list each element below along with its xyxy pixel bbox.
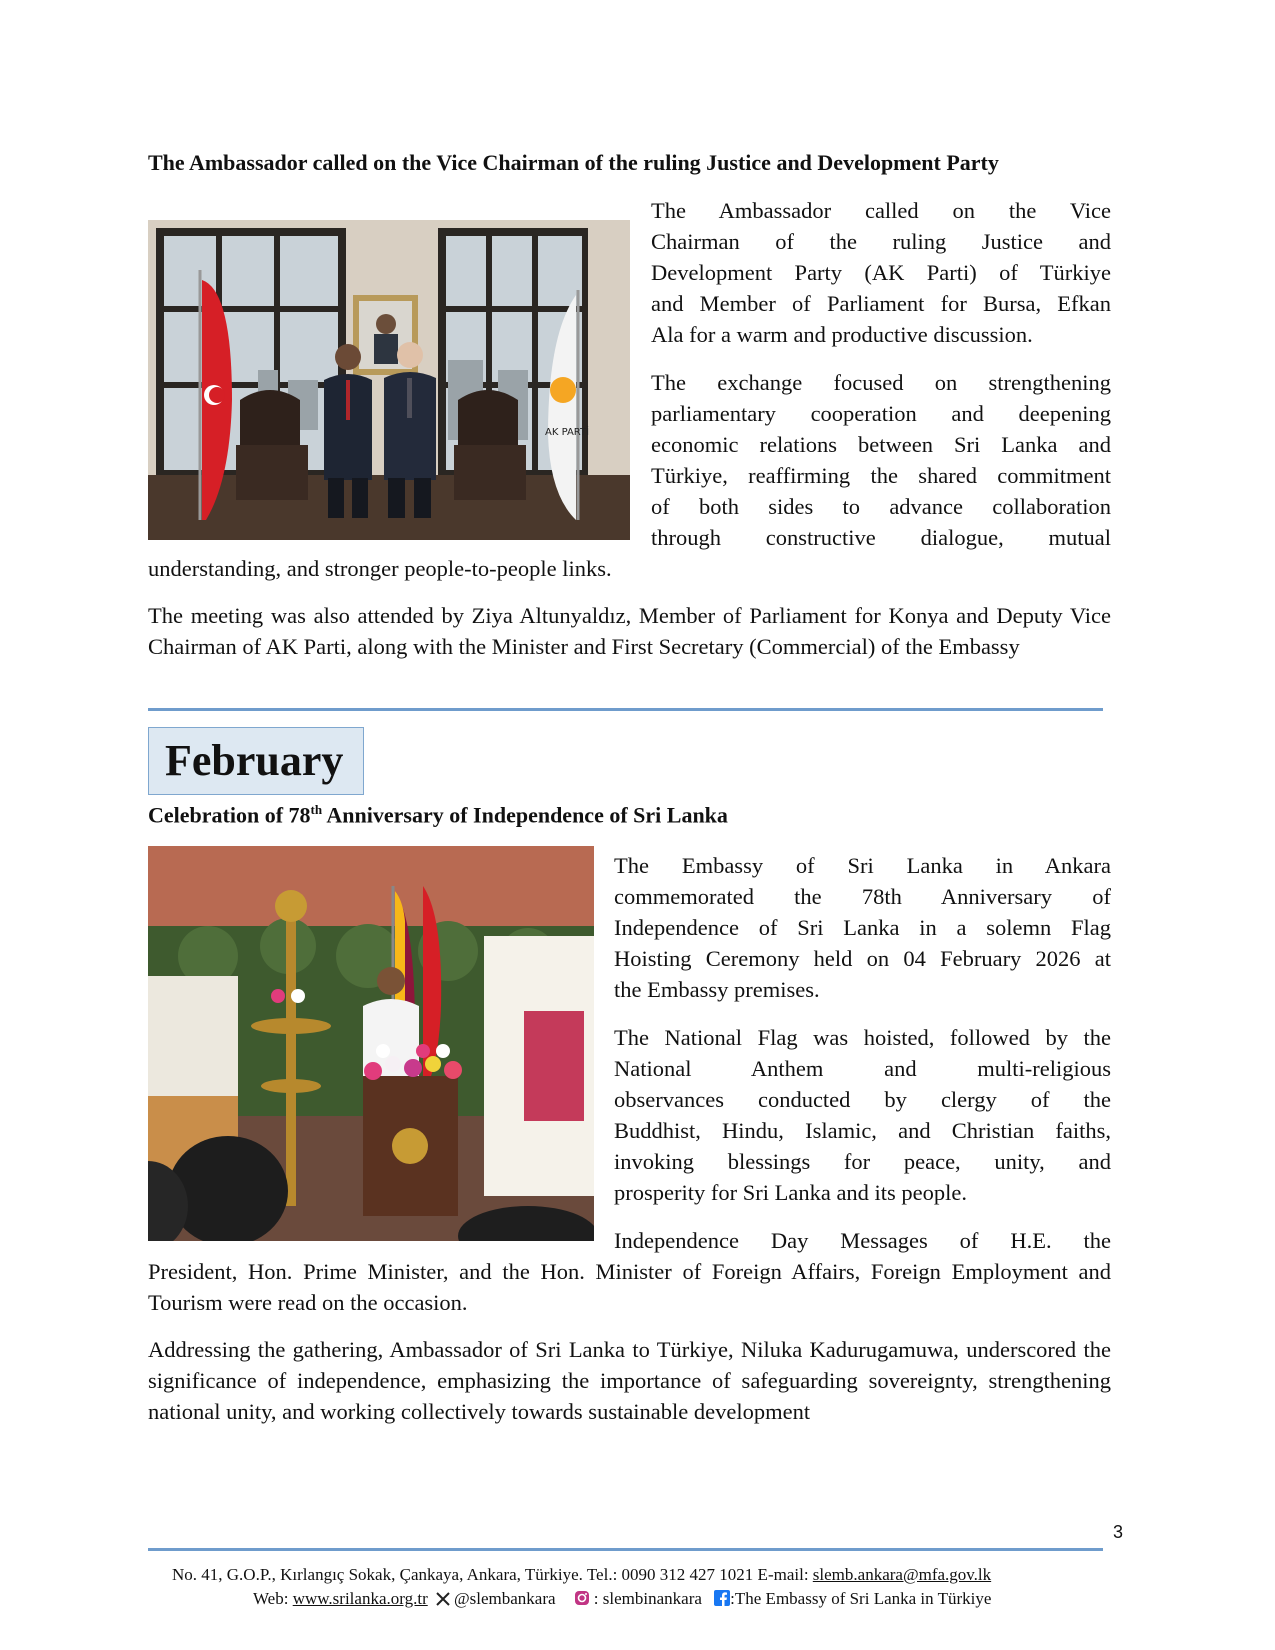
section-divider [148,708,1103,711]
footer-facebook-name[interactable]: :The Embassy of Sri Lanka in Türkiye [730,1589,992,1608]
text-line: commemorated the 78th Anniversary of [614,884,1111,909]
heading-part: Celebration of 78 [148,802,311,828]
ceremony-photo [148,846,594,1241]
footer-instagram-handle[interactable]: : slembinankara [593,1589,702,1608]
text-line: invoking blessings for peace, unity, and [614,1149,1111,1174]
month-label: February [165,736,344,785]
footer-social-line [253,1589,991,1611]
ak-parti-flag-text: AK PARTİ [545,427,590,438]
section-heading-vice-chairman: The Ambassador called on the Vice Chairman of the ruling Justice and Development Party [148,150,999,175]
text-line: and Member of Parliament for Bursa, Efkan [651,291,1111,316]
text-line: the Embassy premises. [614,977,820,1002]
text-line: Türkiye, reaffirming the shared commitment [651,463,1111,488]
footer-web-label: Web: [253,1589,293,1608]
text-line: Hoisting Ceremony held on 04 February 2026 at [614,946,1111,971]
text-line: The National Flag was hoisted, followed by the [614,1025,1111,1050]
footer-email-link[interactable]: slemb.ankara@mfa.gov.lk [812,1565,992,1584]
text-line: parliamentary cooperation and deepening [651,401,1111,426]
month-label-box [148,727,364,795]
footer-website-link[interactable]: www.srilanka.org.tr [292,1589,428,1608]
text-line: prosperity for Sri Lanka and its people. [614,1180,968,1205]
footer-divider [148,1548,1103,1551]
text-line: economic relations between Sri Lanka and [651,432,1111,457]
page-number: 3 [1113,1522,1124,1542]
text-line: Ala for a warm and productive discussion. [651,322,1033,347]
text-line: National Anthem and multi-religious [614,1056,1111,1081]
text-line: Independence of Sri Lanka in a solemn Flag [614,915,1111,940]
text-line: The Ambassador called on the Vice [651,198,1111,223]
meeting-photo-illustration [148,220,630,540]
text-line: The Embassy of Sri Lanka in Ankara [614,853,1111,878]
section1-paragraph-3: The meeting was also attended by Ziya Altunyaldız, Member of Parliament for Konya and Deputy Vice Chairman of AK Parti, along with the Minister and First Secretary (Commercial) of the Embassy [148,603,1111,659]
meeting-photo [148,220,630,540]
x-icon [436,1591,450,1611]
text-line: Development Party (AK Parti) of Türkiye [651,260,1111,285]
text-block: President, Hon. Prime Minister, and the Hon. Minister of Foreign Affairs, Foreign Employment and Tourism were read on the occasion. [148,1259,1111,1315]
text-line: Buddhist, Hindu, Islamic, and Christian faiths, [614,1118,1111,1143]
heading-part: Anniversary of Independence of Sri Lanka [322,802,728,828]
text-line: observances conducted by clergy of the [614,1087,1111,1112]
section-heading-independence [148,802,728,828]
text-line: Chairman of the ruling Justice and [651,229,1111,254]
instagram-icon [574,1590,590,1611]
facebook-icon [714,1590,730,1611]
text-line: through constructive dialogue, mutual [651,525,1111,550]
text-line: The exchange focused on strengthening [651,370,1111,395]
text-line: Independence Day Messages of H.E. the [614,1228,1111,1253]
ceremony-photo-illustration [148,846,594,1241]
heading-superscript: th [310,802,323,817]
text-line: of both sides to advance collaboration [651,494,1111,519]
footer-x-handle[interactable]: @slembankara [453,1589,556,1608]
section2-paragraph-4: Addressing the gathering, Ambassador of Sri Lanka to Türkiye, Niluka Kadurugamuwa, underscored the significance of independence, emphasizing the importance of safeguarding sovereignty, strengthening national unity, and working collectively towards sustainable development [148,1337,1111,1424]
text-line: understanding, and stronger people-to-people links. [148,556,612,581]
footer-address-line [172,1565,991,1585]
footer-address: No. 41, G.O.P., Kırlangıç Sokak, Çankaya, Ankara, Türkiye. Tel.: 0090 312 427 1021 E-mail: [172,1565,813,1584]
